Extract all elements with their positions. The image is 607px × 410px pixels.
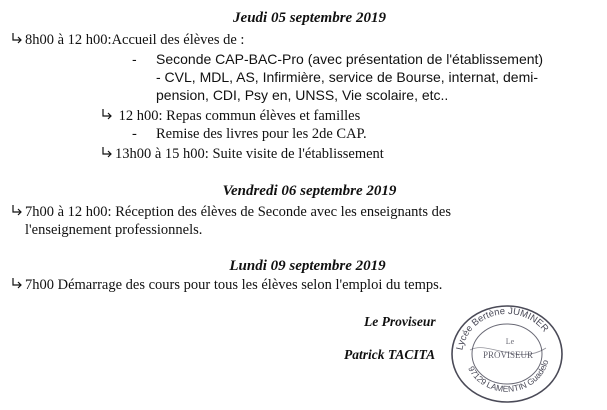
day-heading-jeudi: Jeudi 05 septembre 2019 <box>233 10 386 26</box>
schedule-line-reception: 7h00 à 12 h00: Réception des élèves de Seconde avec les enseignants des <box>10 203 451 221</box>
schedule-line-seconde: - Seconde CAP-BAC-Pro (avec présentation de l'établissement) <box>132 51 544 67</box>
svg-text:PROVISEUR: PROVISEUR <box>482 350 534 360</box>
turn-right-arrow-icon <box>10 277 24 291</box>
schedule-line-repas: 12 h00: Repas commun élèves et familles <box>100 107 360 125</box>
dash-bullet: - <box>132 51 137 67</box>
svg-text:Le: Le <box>505 337 515 346</box>
day-heading-lundi: Lundi 09 septembre 2019 <box>229 258 386 274</box>
official-stamp <box>448 300 566 404</box>
svg-text:97129 LAMENTIN Guadeloupe: 97129 LAMENTIN Guadelo <box>466 358 551 394</box>
schedule-line-services-cont: pension, CDI, Psy en, UNSS, Vie scolaire, etc.. <box>156 87 449 103</box>
turn-right-arrow-icon <box>10 204 24 218</box>
signature-name: Patrick TACITA <box>344 347 436 362</box>
signature-title: Le Proviseur <box>364 314 436 329</box>
svg-text:Lycée Bertène JUMINER: Lycée Bertène JUMINER <box>454 305 551 352</box>
dash-bullet: - <box>132 126 137 142</box>
schedule-line-reception-cont: l'enseignement professionnels. <box>25 222 203 238</box>
day-heading-vendredi: Vendredi 06 septembre 2019 <box>222 183 397 199</box>
turn-right-arrow-icon <box>100 146 114 160</box>
turn-right-arrow-icon <box>10 32 24 46</box>
schedule-line-services: - CVL, MDL, AS, Infirmière, service de Bourse, internat, demi- <box>156 69 539 85</box>
schedule-line-visite: 13h00 à 15 h00: Suite visite de l'établissement <box>100 145 384 163</box>
schedule-line-livres: - Remise des livres pour les 2de CAP. <box>132 126 367 142</box>
schedule-line-demarrage: 7h00 Démarrage des cours pour tous les élèves selon l'emploi du temps. <box>10 276 442 294</box>
turn-right-arrow-icon <box>100 108 114 122</box>
schedule-line-accueil: 8h00 à 12 h00:Accueil des élèves de : <box>10 31 244 49</box>
